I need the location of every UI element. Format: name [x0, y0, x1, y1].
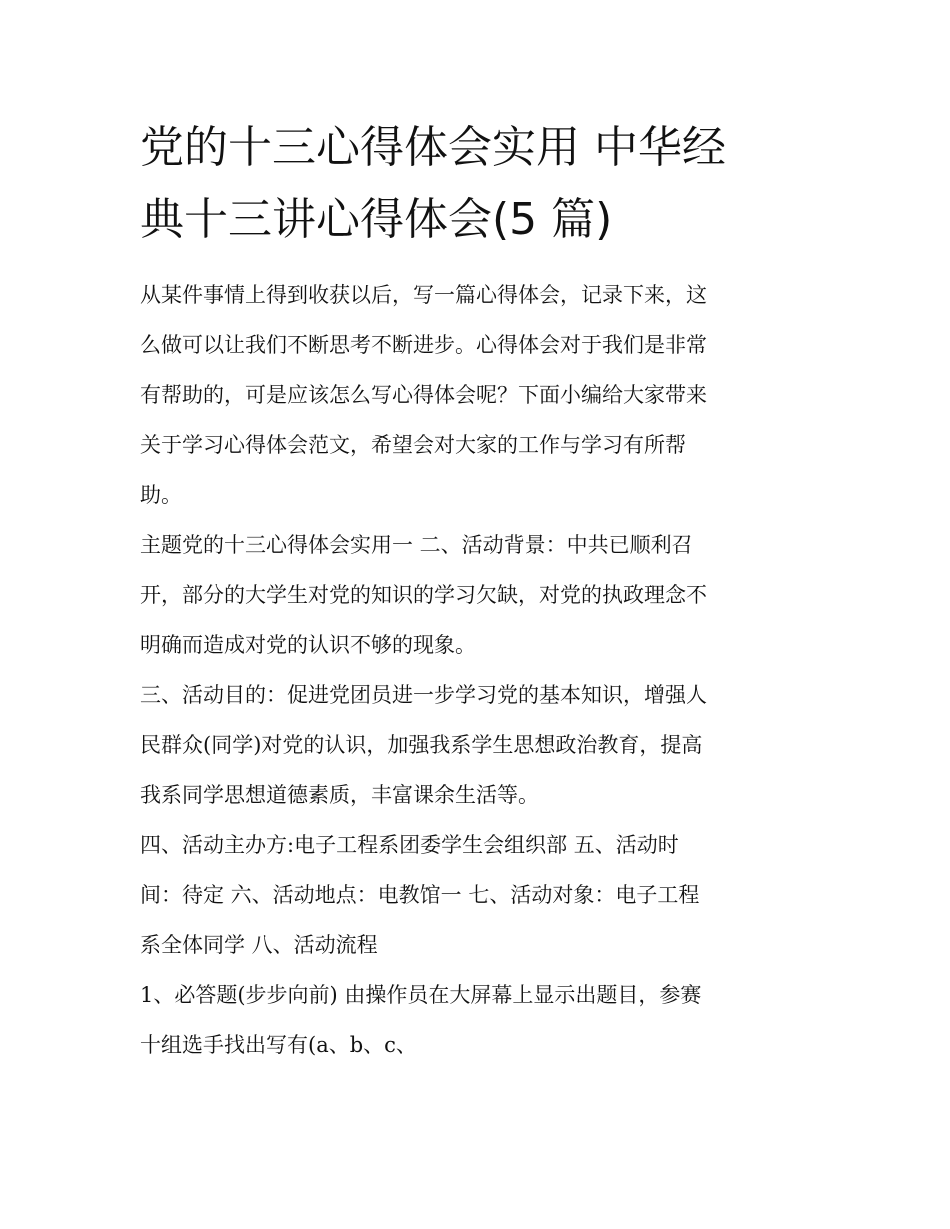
paragraph-line: 有帮助的，可是应该怎么写心得体会呢？下面小编给大家带来 — [140, 383, 707, 407]
paragraph-line: 么做可以让我们不断思考不断进步。心得体会对于我们是非常 — [140, 333, 707, 357]
paragraph-background — [140, 520, 820, 670]
paragraph-line: 十组选手找出写有(a、b、c、 — [140, 1033, 417, 1057]
paragraph-line: 助。 — [140, 483, 182, 507]
paragraph-line: 四、活动主办方:电子工程系团委学生会组织部 五、活动时 — [140, 833, 679, 857]
paragraph-organizer — [140, 820, 820, 970]
paragraph-line: 我系同学思想道德素质，丰富课余生活等。 — [140, 783, 539, 807]
paragraph-line: 明确而造成对党的认识不够的现象。 — [140, 633, 476, 657]
document-title — [140, 112, 820, 256]
paragraph-line: 三、活动目的：促进党团员进一步学习党的基本知识，增强人 — [140, 683, 707, 707]
paragraph-line: 主题党的十三心得体会实用一 二、活动背景：中共已顺利召 — [140, 533, 693, 557]
paragraph-line: 间：待定 六、活动地点：电教馆一 七、活动对象：电子工程 — [140, 883, 700, 907]
paragraph-line: 开，部分的大学生对党的知识的学习欠缺，对党的执政理念不 — [140, 583, 707, 607]
title-line: 党的十三心得体会实用 中华经 — [140, 122, 726, 173]
paragraph-procedure — [140, 970, 820, 1070]
paragraph-line: 民群众(同学)对党的认识，加强我系学生思想政治教育，提高 — [140, 733, 703, 757]
paragraph-purpose — [140, 670, 820, 820]
paragraph-line: 关于学习心得体会范文，希望会对大家的工作与学习有所帮 — [140, 433, 686, 457]
paragraph-line: 1、必答题(步步向前) 由操作员在大屏幕上显示出题目，参赛 — [140, 983, 702, 1007]
paragraph-line: 系全体同学 八、活动流程 — [140, 933, 378, 957]
title-line: 典十三讲心得体会(5 篇) — [140, 194, 613, 245]
paragraph-intro — [140, 270, 820, 520]
document-body — [140, 112, 820, 1070]
paragraph-line: 从某件事情上得到收获以后，写一篇心得体会，记录下来，这 — [140, 283, 707, 307]
